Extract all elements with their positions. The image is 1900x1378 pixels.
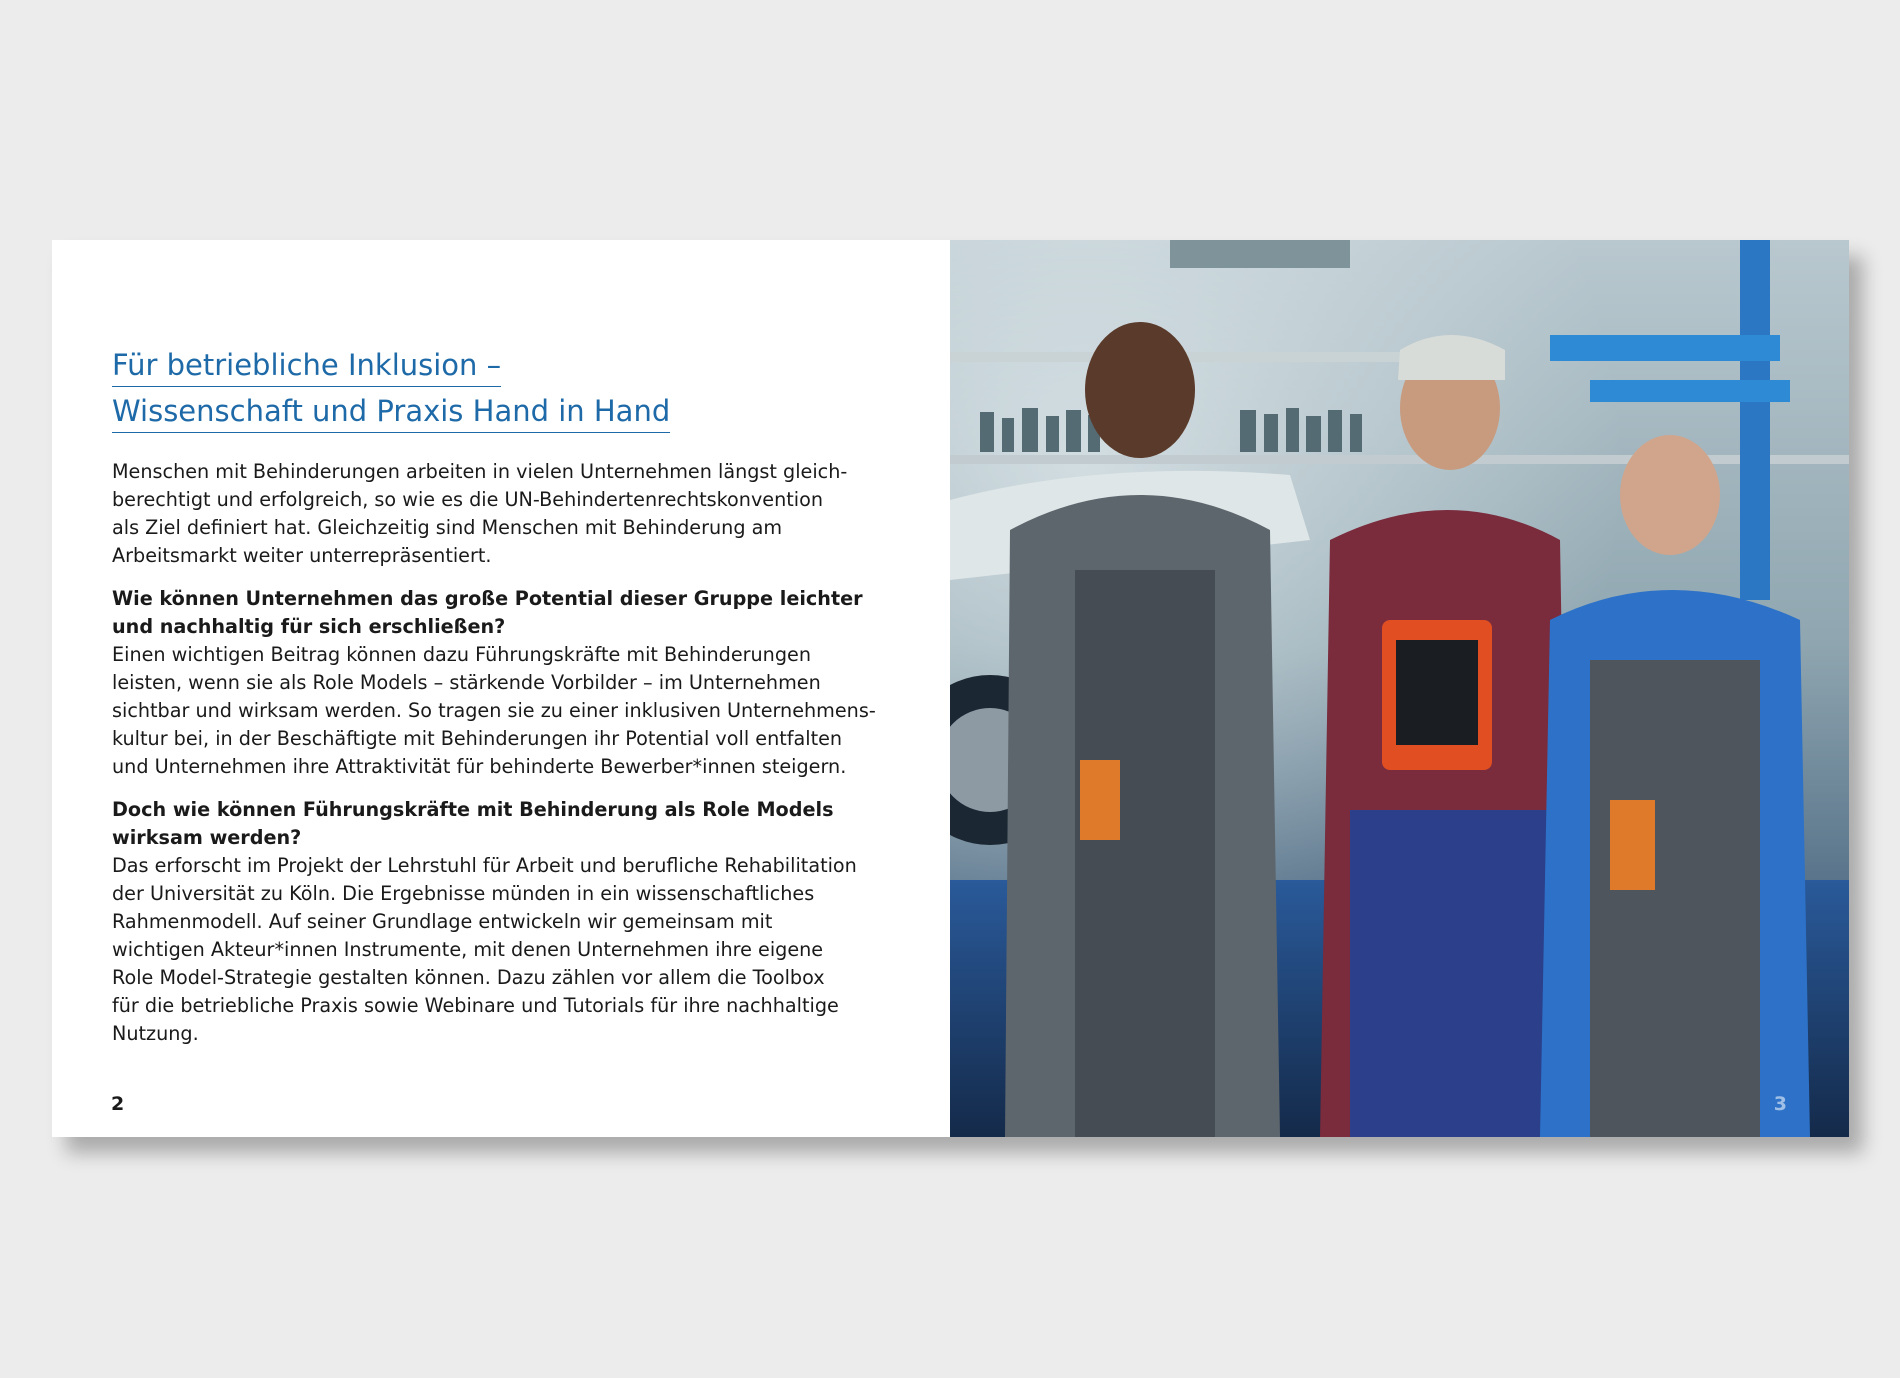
question-1	[112, 587, 863, 638]
text-line: und Unternehmen ihre Attraktivität für behinderte Bewerber*innen steigern.	[112, 755, 847, 778]
text-line: sichtbar und wirksam werden. So tragen sie zu einer inklusiven Unternehmens-	[112, 699, 876, 722]
section-1	[112, 585, 902, 781]
text-line: für die betriebliche Praxis sowie Webinare und Tutorials für ihre nachhaltige	[112, 994, 839, 1017]
text-line: der Universität zu Köln. Die Ergebnisse münden in ein wissenschaftliches	[112, 882, 815, 905]
text-line: Einen wichtigen Beitrag können dazu Führungskräfte mit Behinderungen	[112, 643, 811, 666]
text-line: wichtigen Akteur*innen Instrumente, mit denen Unternehmen ihre eigene	[112, 938, 824, 961]
title-line-1: Für betriebliche Inklusion –	[112, 344, 501, 387]
title-line-2: Wissenschaft und Praxis Hand in Hand	[112, 390, 670, 433]
text-line: Menschen mit Behinderungen arbeiten in vielen Unternehmen längst gleich-	[112, 460, 848, 483]
section-2	[112, 796, 902, 1048]
photo-mechanics-workshop	[950, 240, 1849, 1137]
text-line: und nachhaltig für sich erschließen?	[112, 615, 506, 638]
text-line: Role Model-Strategie gestalten können. Dazu zählen vor allem die Toolbox	[112, 966, 825, 989]
text-line: leisten, wenn sie als Role Models – stärkende Vorbilder – im Unternehmen	[112, 671, 821, 694]
left-page	[52, 240, 950, 1137]
page-number-right: 3	[1773, 1093, 1787, 1115]
text-line: Nutzung.	[112, 1022, 199, 1045]
brochure-spread	[52, 240, 1849, 1137]
intro-paragraph	[112, 458, 902, 570]
text-line: wirksam werden?	[112, 826, 302, 849]
text-line: Rahmenmodell. Auf seiner Grundlage entwickeln wir gemeinsam mit	[112, 910, 773, 933]
text-line: Arbeitsmarkt weiter unterrepräsentiert.	[112, 544, 492, 567]
text-line: kultur bei, in der Beschäftigte mit Behinderungen ihr Potential voll entfalten	[112, 727, 843, 750]
page-number-left: 2	[111, 1093, 125, 1115]
text-line: als Ziel definiert hat. Gleichzeitig sind Menschen mit Behinderung am	[112, 516, 783, 539]
page-title	[112, 342, 670, 434]
text-line: Wie können Unternehmen das große Potential dieser Gruppe leichter	[112, 587, 863, 610]
right-page	[950, 240, 1849, 1137]
body-text	[112, 458, 902, 1063]
question-2	[112, 798, 834, 849]
text-line: Doch wie können Führungskräfte mit Behinderung als Role Models	[112, 798, 834, 821]
text-line: Das erforscht im Projekt der Lehrstuhl für Arbeit und berufliche Rehabilitation	[112, 854, 857, 877]
text-line: berechtigt und erfolgreich, so wie es die UN-Behindertenrechtskonvention	[112, 488, 824, 511]
